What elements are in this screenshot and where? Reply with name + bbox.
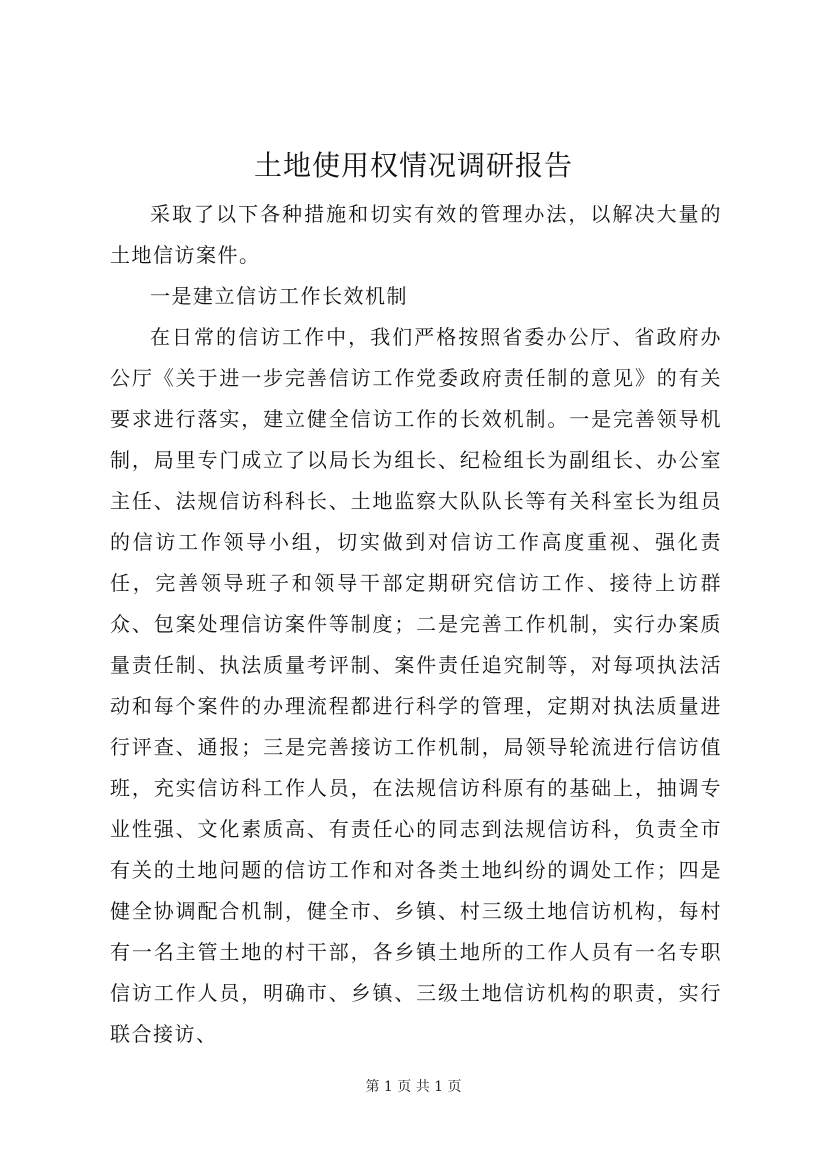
paragraph-intro: 采取了以下各种措施和切实有效的管理办法，以解决大量的土地信访案件。	[110, 202, 722, 267]
paragraph-main: 在日常的信访工作中，我们严格按照省委办公厅、省政府办公厅《关于进一步完善信访工作党委政府责任制的意见》的有关要求进行落实，建立健全信访工作的长效机制。一是完善领导机制，局里专门成立了以局长为组长、纪检组长为副组长、办公室主任、法规信访科科长、土地监察大队队长等有关科室长为组员的信访工作领导小组，切实做到对信访工作高度重视、强化责任，完善领导班子和领导干部定期研究信访工作、接待上访群众、包案处理信访案件等制度；二是完善工作机制，实行办案质量责任制、执法质量考评制、案件责任追究制等，对每项执法活动和每个案件的办理流程都进行科学的管理，定期对执法质量进行评查、通报；三是完善接访工作机制，局领导轮流进行信访值班，充实信访科工作人员，在法规信访科原有的基础上，抽调专业性强、文化素质高、有责任心的同志到法规信访科，负责全市有关的土地问题的信访工作和对各类土地纠纷的调处工作；四是健全协调配合机制，健全市、乡镇、村三级土地信访机构，每村有一名主管土地的村干部，各乡镇土地所的工作人员有一名专职信访工作人员，明确市、乡镇、三级土地信访机构的职责，实行联合接访、	[110, 325, 722, 1046]
paragraph-heading: 一是建立信访工作长效机制	[150, 284, 408, 308]
page-footer: 第 1 页 共 1 页	[365, 1079, 462, 1095]
document-title: 土地使用权情况调研报告	[253, 149, 573, 182]
document-body	[110, 194, 722, 1054]
